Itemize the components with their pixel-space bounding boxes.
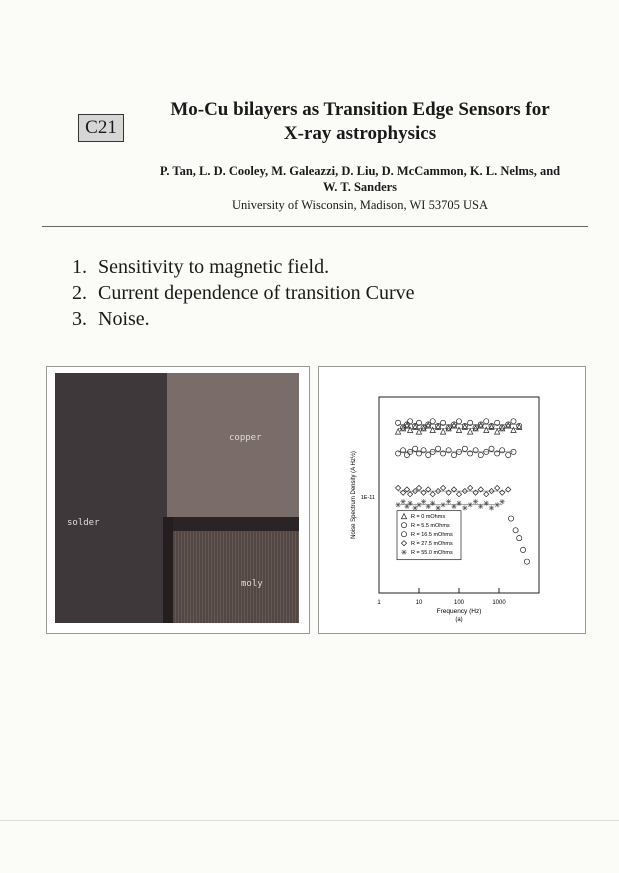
data-point: [462, 505, 467, 510]
data-point: [456, 492, 461, 497]
data-point: [400, 448, 405, 453]
data-point: [506, 487, 511, 492]
session-badge: C21: [78, 114, 124, 142]
legend-label: R = 16.5 mOhms: [411, 532, 453, 539]
rolloff-point: [520, 547, 525, 552]
x-tick-label: 100: [453, 600, 465, 606]
affiliation: University of Wisconsin, Madison, WI 53705 USA: [232, 198, 488, 212]
topic-text: Sensitivity to magnetic field.: [98, 256, 330, 278]
edge-band-horizontal: [167, 517, 299, 531]
data-point: [395, 451, 400, 456]
y-axis-label: Noise Spectrum Density (A Hz½): [351, 451, 357, 539]
data-point: [511, 427, 516, 432]
data-point: [426, 487, 431, 492]
data-point: [506, 452, 511, 457]
data-point: [440, 451, 445, 456]
data-point: [416, 420, 421, 425]
data-point: [456, 419, 461, 424]
data-point: [478, 487, 483, 492]
topic-list: [72, 254, 415, 332]
title-line-1: Mo-Cu bilayers as Transition Edge Sensors for: [170, 99, 550, 120]
data-point: [484, 419, 489, 424]
data-point: [435, 505, 440, 510]
data-point: [484, 501, 489, 506]
divider: [42, 226, 588, 227]
data-point: [468, 420, 473, 425]
data-point: [413, 446, 418, 451]
data-point: [430, 501, 435, 506]
legend-label: R = 0 mOhms: [411, 514, 446, 521]
x-axis-label: Frequency (Hz): [436, 608, 482, 615]
legend-label: R = 55.0 mOhms: [411, 550, 453, 557]
rolloff-point: [513, 528, 518, 533]
chart-caption: (a): [455, 617, 463, 623]
x-tick-label: 1: [377, 600, 381, 606]
edge-band-vertical: [163, 517, 173, 623]
topic-item: [72, 254, 415, 280]
data-point: [500, 448, 505, 453]
topic-number: 1.: [72, 256, 87, 278]
data-point: [478, 452, 483, 457]
data-point: [468, 429, 473, 434]
data-point: [468, 451, 473, 456]
data-point: [451, 487, 456, 492]
moly-region: [55, 373, 167, 623]
data-point: [489, 446, 494, 451]
data-point: [446, 490, 451, 495]
data-point: [395, 429, 400, 434]
data-point: [421, 499, 426, 504]
label-moly: moly: [241, 579, 263, 589]
data-point: [473, 499, 478, 504]
data-point: [435, 446, 440, 451]
legend-label: R = 5.5 mOhms: [411, 523, 450, 530]
data-point: [451, 504, 456, 509]
data-point: [511, 419, 516, 424]
x-tick-label: 1000: [492, 600, 506, 606]
authors-line-1: P. Tan, L. D. Cooley, M. Galeazzi, D. Liu, D. McCammon, K. L. Nelms, and: [159, 164, 561, 178]
topic-item: [72, 306, 415, 332]
legend-label: R = 27.5 mOhms: [411, 541, 453, 548]
data-point: [408, 501, 413, 506]
data-point: [495, 485, 500, 490]
x-tick-label: 10: [415, 600, 423, 606]
data-point: [451, 452, 456, 457]
label-copper: copper: [229, 433, 262, 443]
data-point: [400, 499, 405, 504]
title-line-2: X-ray astrophysics: [283, 123, 437, 144]
data-point: [456, 501, 461, 506]
label-solder: solder: [67, 518, 100, 528]
data-point: [478, 504, 483, 509]
data-point: [426, 504, 431, 509]
page-bottom-line: [0, 820, 619, 821]
y-tick-label: 1E-11: [360, 494, 375, 501]
micrograph-photo: [55, 373, 299, 623]
topic-text: Current dependence of transition Curve: [98, 282, 415, 304]
data-point: [456, 427, 461, 432]
data-point: [495, 420, 500, 425]
data-point: [446, 499, 451, 504]
author-list: [140, 163, 580, 195]
data-point: [426, 452, 431, 457]
data-point: [404, 487, 409, 492]
topic-text: Noise.: [98, 308, 150, 330]
data-point: [468, 485, 473, 490]
rolloff-point: [508, 516, 513, 521]
data-point: [413, 505, 418, 510]
data-point: [489, 505, 494, 510]
noise-chart-figure: [318, 366, 586, 634]
data-point: [430, 492, 435, 497]
data-point: [440, 485, 445, 490]
data-point: [421, 448, 426, 453]
data-point: [473, 490, 478, 495]
micrograph-figure: [46, 366, 310, 634]
authors-line-2: W. T. Sanders: [322, 180, 398, 194]
copper-region: [167, 373, 299, 521]
data-point: [484, 492, 489, 497]
data-point: [416, 451, 421, 456]
topic-item: [72, 280, 415, 306]
data-point: [408, 492, 413, 497]
rolloff-point: [517, 536, 522, 541]
data-point: [462, 446, 467, 451]
data-point: [395, 420, 400, 425]
rolloff-point: [524, 559, 529, 564]
topic-number: 2.: [72, 282, 87, 304]
noise-chart: [319, 367, 585, 633]
data-point: [440, 429, 445, 434]
paper-title: [140, 98, 580, 146]
data-point: [395, 485, 400, 490]
data-point: [495, 429, 500, 434]
data-point: [404, 452, 409, 457]
data-point: [440, 420, 445, 425]
data-point: [484, 427, 489, 432]
data-point: [473, 448, 478, 453]
data-point: [446, 448, 451, 453]
data-point: [421, 490, 426, 495]
data-point: [416, 485, 421, 490]
topic-number: 3.: [72, 308, 87, 330]
data-point: [500, 490, 505, 495]
legend-marker: [401, 550, 406, 555]
data-point: [400, 490, 405, 495]
data-point: [408, 419, 413, 424]
data-point: [495, 451, 500, 456]
data-point: [500, 499, 505, 504]
data-point: [430, 419, 435, 424]
